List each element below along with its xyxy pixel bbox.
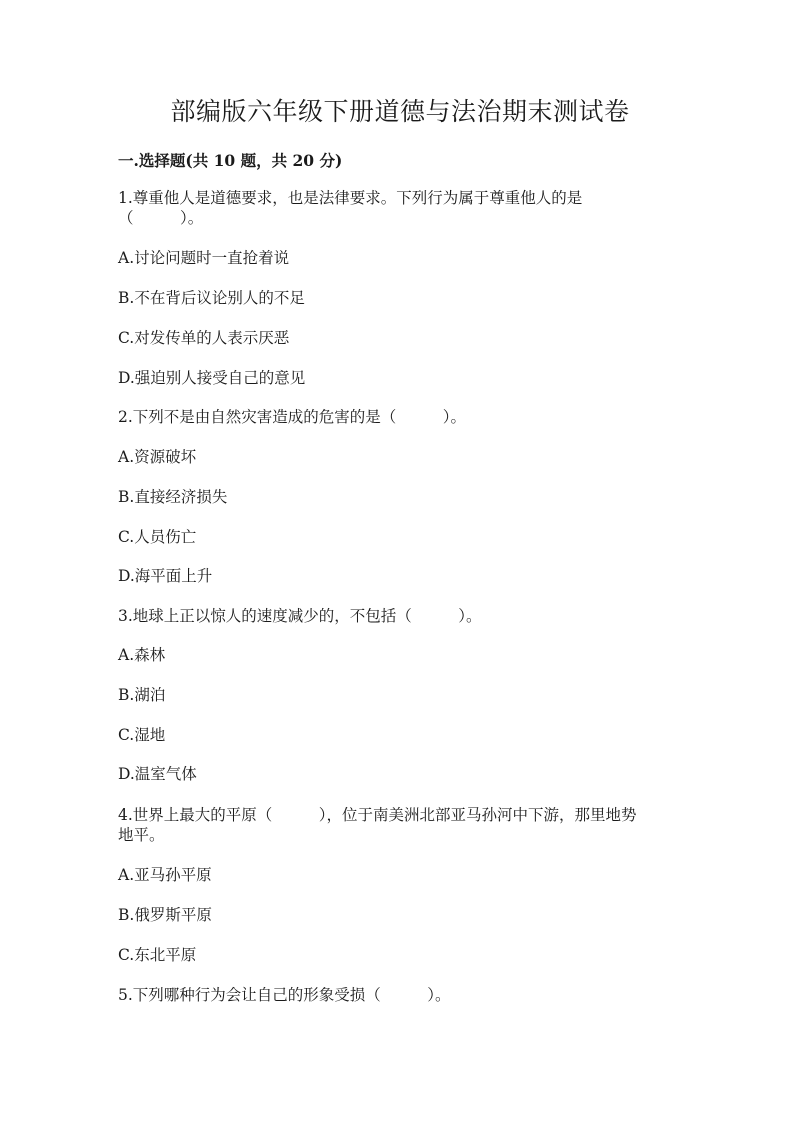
question-1-stem-line-2: （ ）。	[118, 209, 204, 227]
question-4-stem	[118, 805, 698, 845]
question-4-option-a: A.亚马孙平原	[118, 866, 212, 884]
question-2-option-a: A.资源破坏	[118, 448, 197, 466]
question-3-option-d: D.温室气体	[118, 765, 197, 783]
question-3-stem: 3.地球上正以惊人的速度减少的，不包括（ ）。	[118, 607, 482, 625]
question-5-stem: 5.下列哪种行为会让自己的形象受损（ ）。	[118, 986, 451, 1004]
question-4-option-c: C.东北平原	[118, 946, 197, 964]
page-title: 部编版六年级下册道德与法治期末测试卷	[170, 97, 630, 126]
question-1-option-d: D.强迫别人接受自己的意见	[118, 369, 306, 387]
question-1-stem-line-1: 1.尊重他人是道德要求，也是法律要求。下列行为属于尊重他人的是	[118, 189, 583, 207]
question-1-option-c: C.对发传单的人表示厌恶	[118, 329, 290, 347]
question-3-option-a: A.森林	[118, 646, 166, 664]
question-3-option-b: B.湖泊	[118, 686, 166, 704]
question-2-option-c: C.人员伤亡	[118, 528, 197, 546]
question-1-stem	[118, 188, 678, 228]
section-heading: 一.选择题(共 10 题，共 20 分)	[118, 151, 343, 170]
question-2-stem: 2.下列不是由自然灾害造成的危害的是（ ）。	[118, 408, 467, 426]
question-1-option-b: B.不在背后议论别人的不足	[118, 289, 305, 307]
question-1-option-a: A.讨论问题时一直抢着说	[118, 249, 290, 267]
question-2-option-b: B.直接经济损失	[118, 488, 228, 506]
question-4-stem-line-2: 地平。	[118, 826, 165, 844]
question-4-stem-line-1: 4.世界上最大的平原（ ），位于南美洲北部亚马孙河中下游，那里地势	[118, 806, 637, 824]
question-2-option-d: D.海平面上升	[118, 567, 213, 585]
question-3-option-c: C.湿地	[118, 726, 166, 744]
question-4-option-b: B.俄罗斯平原	[118, 906, 212, 924]
